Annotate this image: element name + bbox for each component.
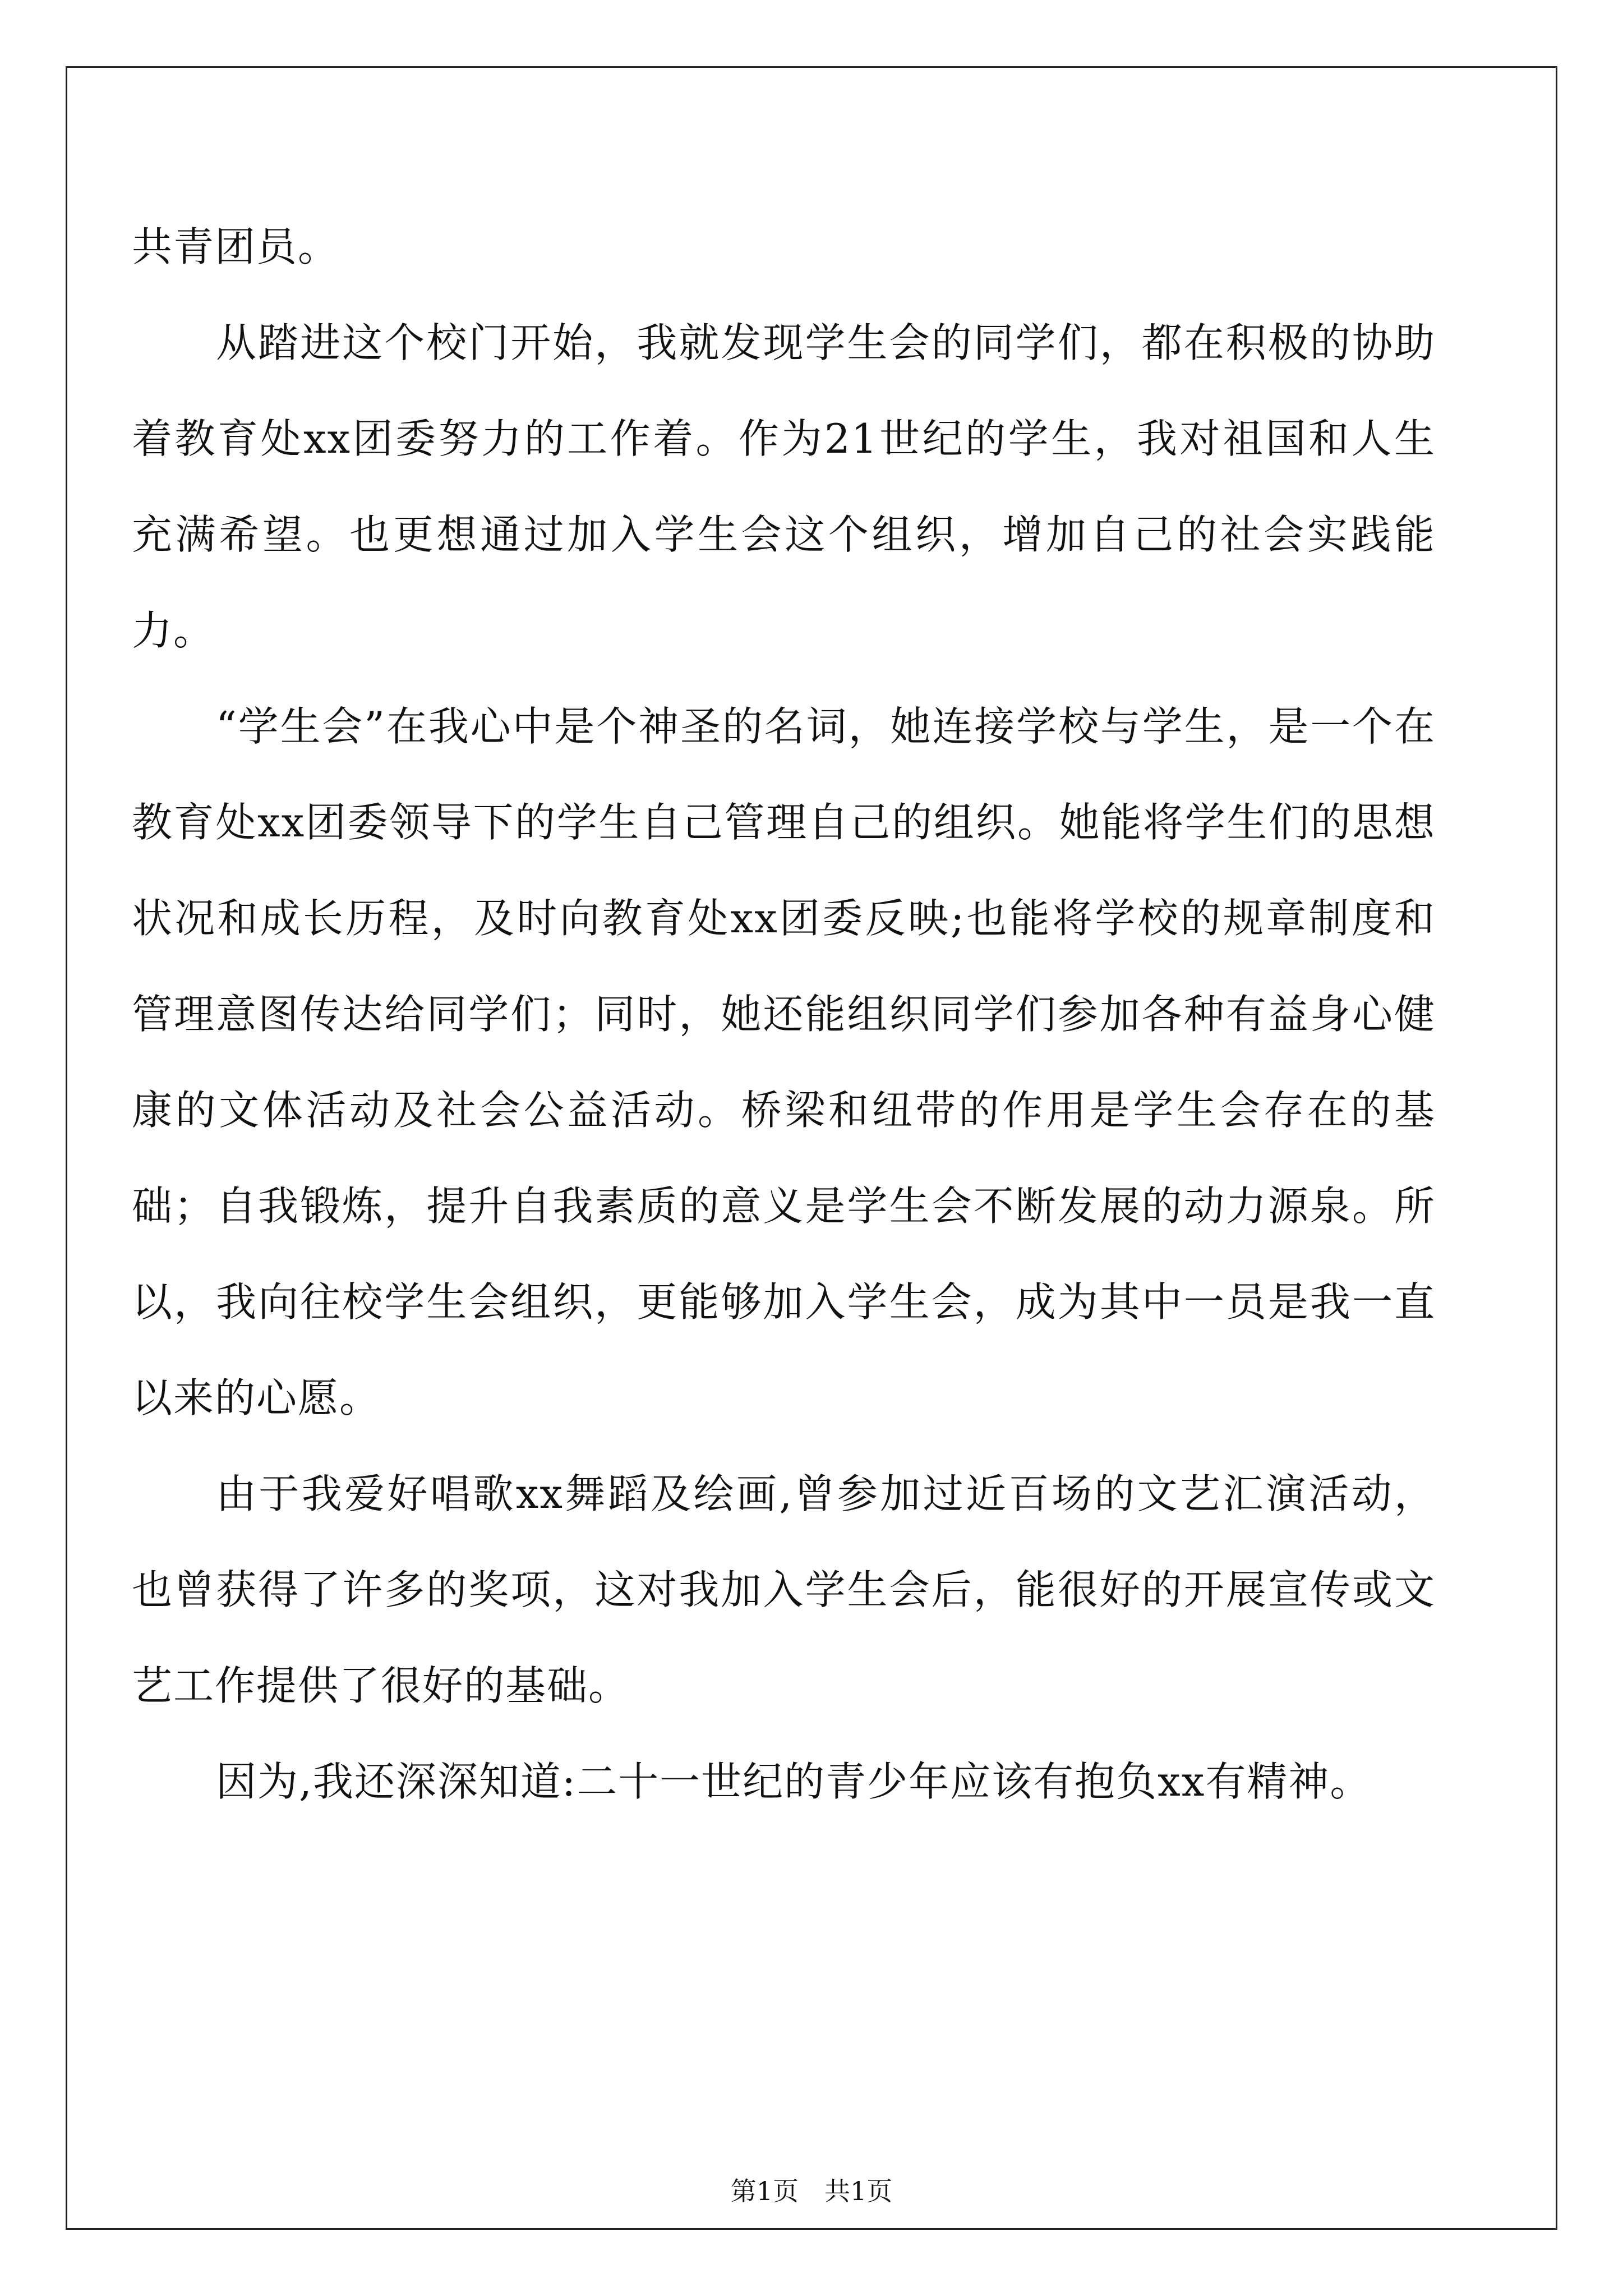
paragraph-ambition: 因为,我还深深知道:二十一世纪的青少年应该有抱负xx有精神。 bbox=[216, 1758, 1372, 1805]
document-body bbox=[132, 199, 1436, 1830]
page-number-footer: 第1页 共1页 bbox=[730, 2176, 893, 2206]
paragraph-student-union-meaning: “学生会”在我心中是个神圣的名词，她连接学校与学生，是一个在教育处xx团委领导下的学生自己管理自己的组织。她能将学生们的思想状况和成长历程，及时向教育处xx团委反映;也能将学校的规章制度和管理意图传达给同学们；同时，她还能组织同学们参加各种有益身心健康的文体活动及社会公益活动。桥梁和纽带的作用是学生会存在的基础；自我锻炼，提升自我素质的意义是学生会不断发展的动力源泉。所以，我向往校学生会组织，更能够加入学生会，成为其中一员是我一直以来的心愿。 bbox=[132, 703, 1436, 1421]
paragraph-continuation: 共青团员。 bbox=[132, 223, 340, 270]
paragraph-joining-motivation: 从踏进这个校门开始，我就发现学生会的同学们，都在积极的协助着教育处xx团委努力的工作着。作为21世纪的学生，我对祖国和人生充满希望。也更想通过加入学生会这个组织，增加自己的社会实践能力。 bbox=[132, 319, 1436, 654]
paragraph-hobbies: 由于我爱好唱歌xx舞蹈及绘画,曾参加过近百场的文艺汇演活动，也曾获得了许多的奖项，这对我加入学生会后，能很好的开展宣传或文艺工作提供了很好的基础。 bbox=[132, 1470, 1436, 1709]
